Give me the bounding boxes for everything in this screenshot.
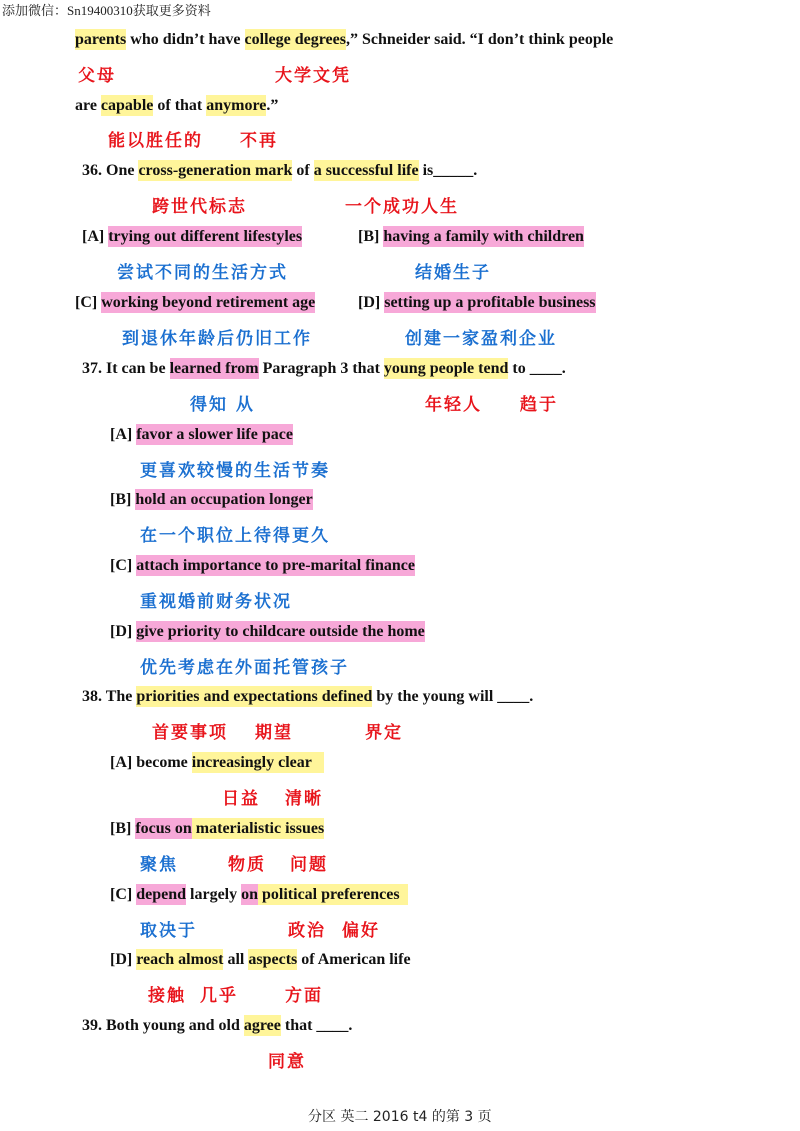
option-37C (110, 555, 415, 577)
highlight-focus-on: focus on (135, 820, 192, 837)
text: who didn’t have (126, 31, 245, 48)
note-cross-generation: 跨世代标志 (152, 197, 247, 217)
note-agree: 同意 (268, 1052, 306, 1072)
highlight-priorities-expectations: priorities and expectations defined (136, 688, 373, 705)
highlight-anymore: anymore (206, 97, 267, 114)
text: 36. One (82, 162, 139, 179)
option-36D (358, 292, 596, 314)
highlight-option-36D: setting up a profitable business (384, 294, 596, 311)
note-focus: 聚焦 (140, 855, 178, 875)
option-label: [B] (358, 228, 384, 245)
note-almost: 几乎 (200, 986, 238, 1006)
note-materialistic: 物质 (228, 855, 266, 875)
highlight-option-37A: favor a slower life pace (136, 426, 293, 443)
note-issues: 问题 (290, 855, 328, 875)
question-38 (82, 686, 533, 708)
text: of that (153, 97, 207, 114)
text: to ____. (508, 360, 566, 377)
highlight-parents: parents (75, 31, 127, 48)
option-label: [D] (110, 951, 137, 968)
highlight-college-degrees: college degrees (244, 31, 346, 48)
highlight-on: on (241, 886, 259, 903)
text: all (223, 951, 249, 968)
text: of American life (297, 951, 411, 968)
note-defined: 界定 (365, 723, 403, 743)
option-label: [B] (110, 491, 136, 508)
note-36A: 尝试不同的生活方式 (117, 263, 288, 283)
question-36 (82, 160, 477, 182)
note-preferences: 偏好 (342, 921, 380, 941)
highlight-political-preferences: political preferences (258, 884, 408, 905)
note-36C: 到退休年龄后仍旧工作 (122, 329, 312, 349)
note-36D: 创建一家盈利企业 (405, 329, 557, 349)
highlight-option-37C: attach importance to pre-marital finance (136, 557, 415, 574)
question-39 (82, 1015, 352, 1037)
option-38D (110, 949, 411, 971)
option-38C (110, 884, 408, 906)
text: .” (266, 97, 279, 114)
question-37 (82, 358, 566, 380)
note-increasingly: 日益 (222, 789, 260, 809)
note-young-people: 年轻人 (425, 395, 482, 415)
option-36C (75, 292, 315, 314)
text: by the young will ____. (372, 688, 534, 705)
note-aspects: 方面 (285, 986, 323, 1006)
note-political: 政治 (288, 921, 326, 941)
option-37B (110, 489, 313, 511)
option-label: [D] (358, 294, 385, 311)
note-college-degrees: 大学文凭 (275, 66, 351, 86)
option-label: [A] (82, 228, 109, 245)
highlight-increasingly-clear: increasingly clear (192, 752, 324, 773)
highlight-cross-generation-mark: cross-generation mark (138, 162, 293, 179)
text: 38. The (82, 688, 137, 705)
option-label: [D] (110, 623, 137, 640)
highlight-option-37B: hold an occupation longer (135, 491, 313, 508)
highlight-option-36C: working beyond retirement age (101, 294, 316, 311)
note-successful-life: 一个成功人生 (345, 197, 459, 217)
highlight-capable: capable (100, 97, 154, 114)
text: of (292, 162, 314, 179)
passage-line-2 (75, 95, 278, 117)
option-label: [A] (110, 426, 137, 443)
option-36B (358, 226, 584, 248)
note-parents: 父母 (78, 66, 116, 86)
highlight-reach-almost: reach almost (136, 951, 224, 968)
highlight-learned-from: learned from (169, 360, 259, 377)
note-expectations: 期望 (255, 723, 293, 743)
option-38A (110, 752, 324, 774)
note-clear: 清晰 (285, 789, 323, 809)
watermark-text: 添加微信：Sn19400310获取更多资料 (2, 3, 211, 18)
text: largely (186, 886, 242, 903)
note-37C: 重视婚前财务状况 (140, 592, 292, 612)
highlight-option-36A: trying out different lifestyles (108, 228, 303, 245)
highlight-aspects: aspects (248, 951, 298, 968)
highlight-depend: depend (136, 886, 187, 903)
option-37D (110, 621, 425, 643)
highlight-young-people-tend: young people tend (383, 360, 509, 377)
highlight-successful-life: a successful life (313, 162, 419, 179)
highlight-option-37D: give priority to childcare outside the home (136, 623, 425, 640)
option-label: [B] (110, 820, 136, 837)
text: ,” Schneider said. “I don’t think people (345, 31, 614, 48)
text: become (136, 754, 192, 771)
highlight-option-36B: having a family with children (383, 228, 584, 245)
note-reach: 接触 (148, 986, 186, 1006)
option-label: [A] (110, 754, 137, 771)
note-learned-from: 得知 从 (190, 395, 255, 415)
note-priorities: 首要事项 (152, 723, 228, 743)
option-36A (82, 226, 302, 248)
highlight-agree: agree (243, 1017, 281, 1034)
text: 39. Both young and old (82, 1017, 244, 1034)
page-footer: 分区 英二 2016 t4 的第 3 页 (308, 1109, 492, 1125)
note-tend: 趋于 (520, 395, 558, 415)
option-label: [C] (110, 557, 137, 574)
passage-line-1 (75, 29, 613, 51)
option-37A (110, 424, 293, 446)
note-36B: 结婚生子 (415, 263, 491, 283)
option-label: [C] (110, 886, 137, 903)
highlight-materialistic-issues: materialistic issues (191, 820, 325, 837)
note-capable: 能以胜任的 (108, 131, 203, 151)
note-anymore: 不再 (240, 131, 278, 151)
text: 37. It can be (82, 360, 170, 377)
text: are (75, 97, 101, 114)
text: that ____. (280, 1017, 353, 1034)
note-depend-on: 取决于 (140, 921, 197, 941)
note-37D: 优先考虑在外面托管孩子 (140, 658, 349, 678)
text: is_____. (418, 162, 478, 179)
text: Paragraph 3 that (258, 360, 384, 377)
option-38B (110, 818, 324, 840)
note-37B: 在一个职位上待得更久 (140, 526, 330, 546)
note-37A: 更喜欢较慢的生活节奏 (140, 461, 330, 481)
option-label: [C] (75, 294, 102, 311)
